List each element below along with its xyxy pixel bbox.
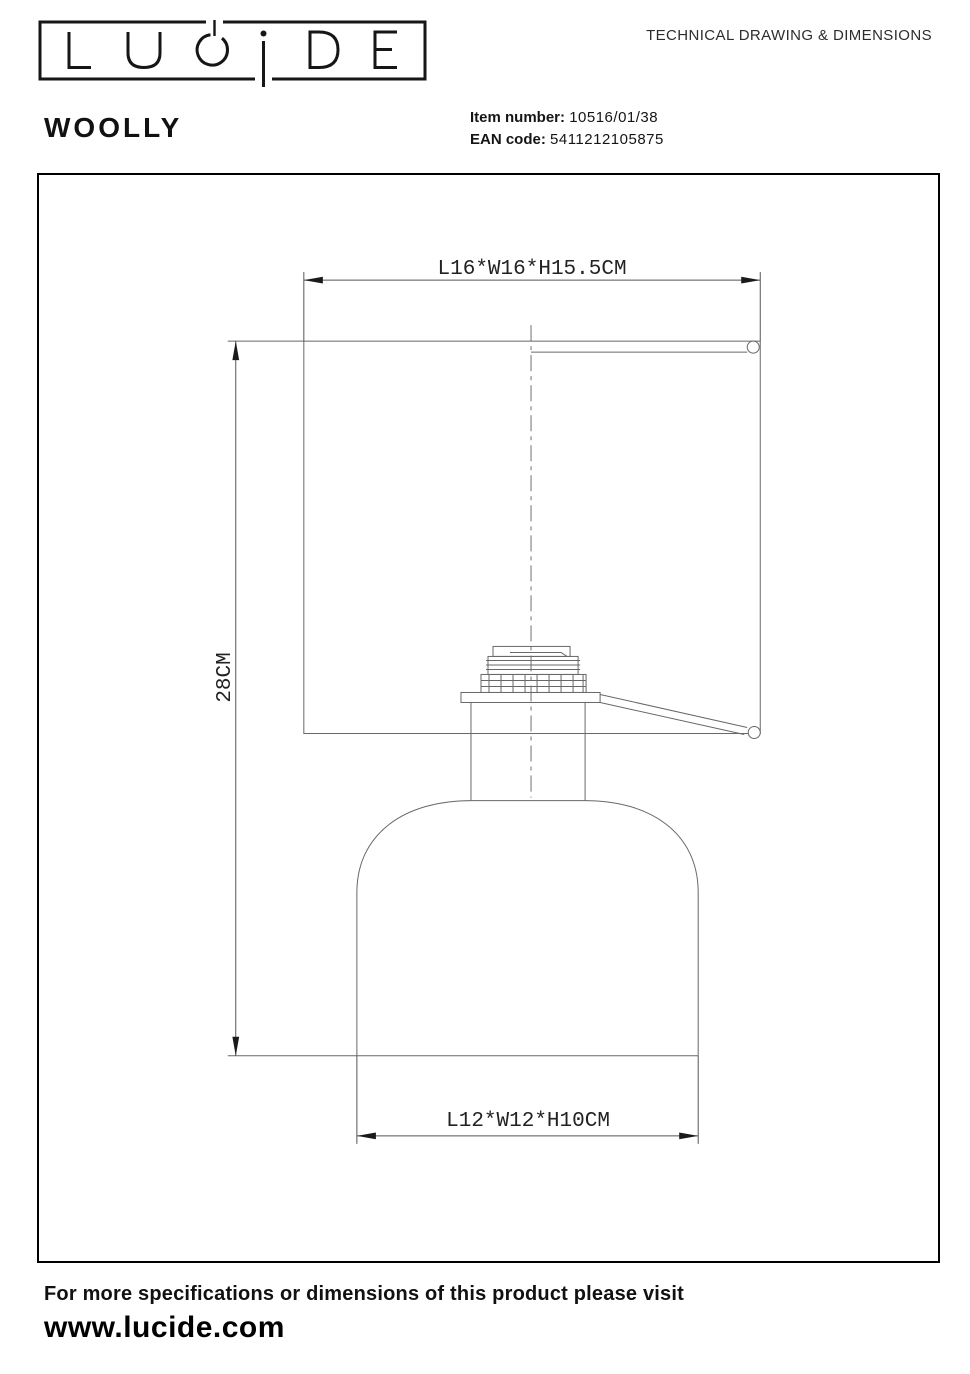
shade-ring-node-bottom: [748, 727, 760, 739]
dimension-label-base: L12*W12*H10CM: [446, 1109, 610, 1133]
dimension-label-height: 28CM: [213, 652, 237, 703]
page-title: TECHNICAL DRAWING & DIMENSIONS: [646, 27, 932, 44]
website-link[interactable]: www.lucide.com: [44, 1311, 285, 1344]
technical-drawing: [39, 175, 938, 1261]
shade-ring-node-top: [747, 341, 759, 353]
dimension-label-shade: L16*W16*H15.5CM: [437, 258, 627, 282]
item-number-value: 10516/01/38: [569, 109, 659, 126]
dimension-height: [214, 341, 239, 1056]
dimension-base: [357, 1056, 698, 1144]
footer-note: [44, 1283, 684, 1345]
lamp-socket: [461, 646, 747, 734]
lamp-base: [228, 702, 698, 1055]
ean-code-label: EAN code:: [470, 131, 546, 148]
footer-text: For more specifications or dimensions of this product please visit: [44, 1283, 684, 1305]
dimension-shade: [304, 258, 760, 341]
product-name: WOOLLY: [44, 112, 183, 143]
ean-code-value: 5411212105875: [550, 131, 664, 148]
technical-drawing-frame: [37, 173, 940, 1263]
lucide-logo: [38, 20, 428, 90]
lucide-logo-icon: [38, 20, 428, 90]
item-number-label: Item number:: [470, 109, 566, 126]
item-info-block: [470, 107, 664, 151]
